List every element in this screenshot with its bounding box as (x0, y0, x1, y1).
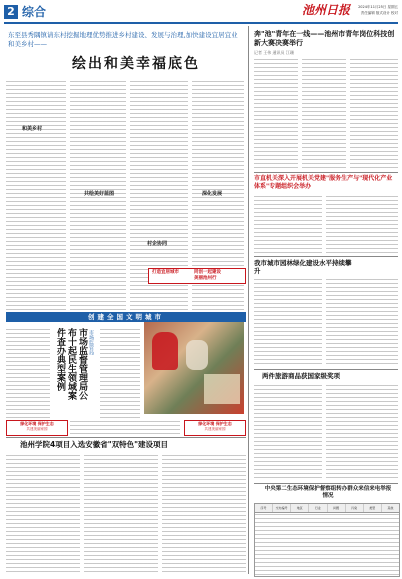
banner-right: 同创一起建设 (194, 270, 221, 275)
vertical-title-block (54, 328, 87, 408)
civilization-strip-text: 创建全国文明城市 (88, 313, 164, 321)
right-top-col3 (350, 58, 398, 170)
table-col-header: 序号 (255, 504, 273, 512)
photo-figure-child (186, 340, 208, 370)
header-rule (4, 22, 398, 24)
ad-left-line1: 绿化环境 保护生态 (20, 421, 54, 426)
complaint-table (254, 503, 400, 577)
banner-brand: 美丽池州行 (194, 276, 217, 281)
vertical-kicker: 市场监管局 (88, 330, 94, 355)
table-col-header: 类型 (364, 504, 382, 512)
bottom-body-col1 (6, 454, 80, 574)
lead-headline: 绘出和美幸福底色 (72, 56, 200, 72)
photo-table (204, 374, 240, 404)
right-rule-3 (254, 369, 398, 370)
right-mid2-col2 (326, 278, 398, 366)
ad-right-line1: 绿化环境 保护生态 (198, 421, 232, 426)
lead-subhead-2: 共绘美好蓝图 (84, 191, 115, 197)
right-mid2-col1 (254, 278, 322, 366)
page-number: 2 (7, 5, 15, 18)
ad-right-line2: 共建美丽家园 (204, 427, 226, 431)
bottom-rule (6, 437, 246, 438)
right-rule-1 (254, 172, 398, 173)
lead-subhead-3: 村企协同 (147, 241, 168, 247)
right-mid3-headline: 两件旅游商品获国家级奖项 (262, 372, 340, 380)
civilization-strip (6, 312, 246, 322)
right-top-byline: 记者 王伟 通讯员 江珊 (254, 50, 294, 55)
right-mid1-col2 (326, 195, 398, 253)
editor-line: 责任编辑 版式设计 校对 (360, 11, 398, 15)
vertical-title: 市场监督管理局公布十起民生领域案件查办典型案例 (55, 328, 87, 400)
bottom-headline: 池州学院4项目入选安徽省"双特色"建设项目 (20, 440, 169, 449)
right-mid2-headline: 我市城市园林绿化建设水平持续攀升 (254, 259, 352, 275)
right-mid1-col1 (254, 195, 322, 253)
right-top-col2 (302, 58, 346, 170)
table-header-row (255, 504, 399, 513)
right-rule-4 (254, 483, 398, 484)
table-col-header: 地区 (291, 504, 309, 512)
banner-left: 打造宜居城市 (152, 270, 179, 275)
table-col-header: 其他 (387, 506, 394, 510)
table-col-header: 问题 (328, 504, 346, 512)
lead-body-col1 (6, 80, 66, 312)
table-col-header: 行业 (309, 504, 327, 512)
right-mid3-col1 (254, 384, 322, 480)
lead-kicker: 东至县秀隅镇请东村挖掘地理优势推进乡村建设、发展与治理,加快建设宜居宜业和美乡村—— (8, 31, 238, 48)
masthead: 池州日报 (302, 3, 351, 17)
photo-banner (148, 268, 246, 284)
bottom-body-col3 (162, 454, 246, 574)
photo-figure-red (152, 332, 178, 370)
ad-left (6, 420, 68, 436)
event-photo (144, 322, 244, 414)
bottom-body-col2 (84, 454, 158, 574)
lead-subhead-4: 深化发展 (202, 191, 223, 197)
table-title: 中央第二生态环境保护督察组转办群众来信来电举报情况 (264, 486, 392, 499)
table-body (255, 513, 399, 575)
right-mid3-col2 (326, 384, 398, 480)
lead-subhead-1: 和美乡村 (22, 126, 43, 132)
right-top-headline: 奔"池"青年在一线——池州市青年岗位科技创新大赛决赛举行 (254, 30, 395, 47)
column-divider (248, 26, 249, 574)
date-line: 2024年11月25日 星期五 (358, 5, 398, 9)
right-top-col1 (254, 58, 298, 170)
table-col-header: 交办编号 (273, 504, 291, 512)
ad-right (184, 420, 246, 436)
case-body-left (6, 328, 50, 418)
table-col-header: 污染 (346, 504, 364, 512)
page-number-box (4, 5, 18, 19)
case-body-right (100, 328, 140, 418)
section-title: 综合 (22, 5, 47, 19)
ad-left-line2: 共建美丽家园 (26, 427, 48, 431)
caption-text (70, 420, 180, 434)
right-mid1-headline: 市直机关深入开展机关党建"服务生产与"现代化产业体系"专题组织会举办 (254, 175, 393, 190)
right-rule-2 (254, 256, 398, 257)
